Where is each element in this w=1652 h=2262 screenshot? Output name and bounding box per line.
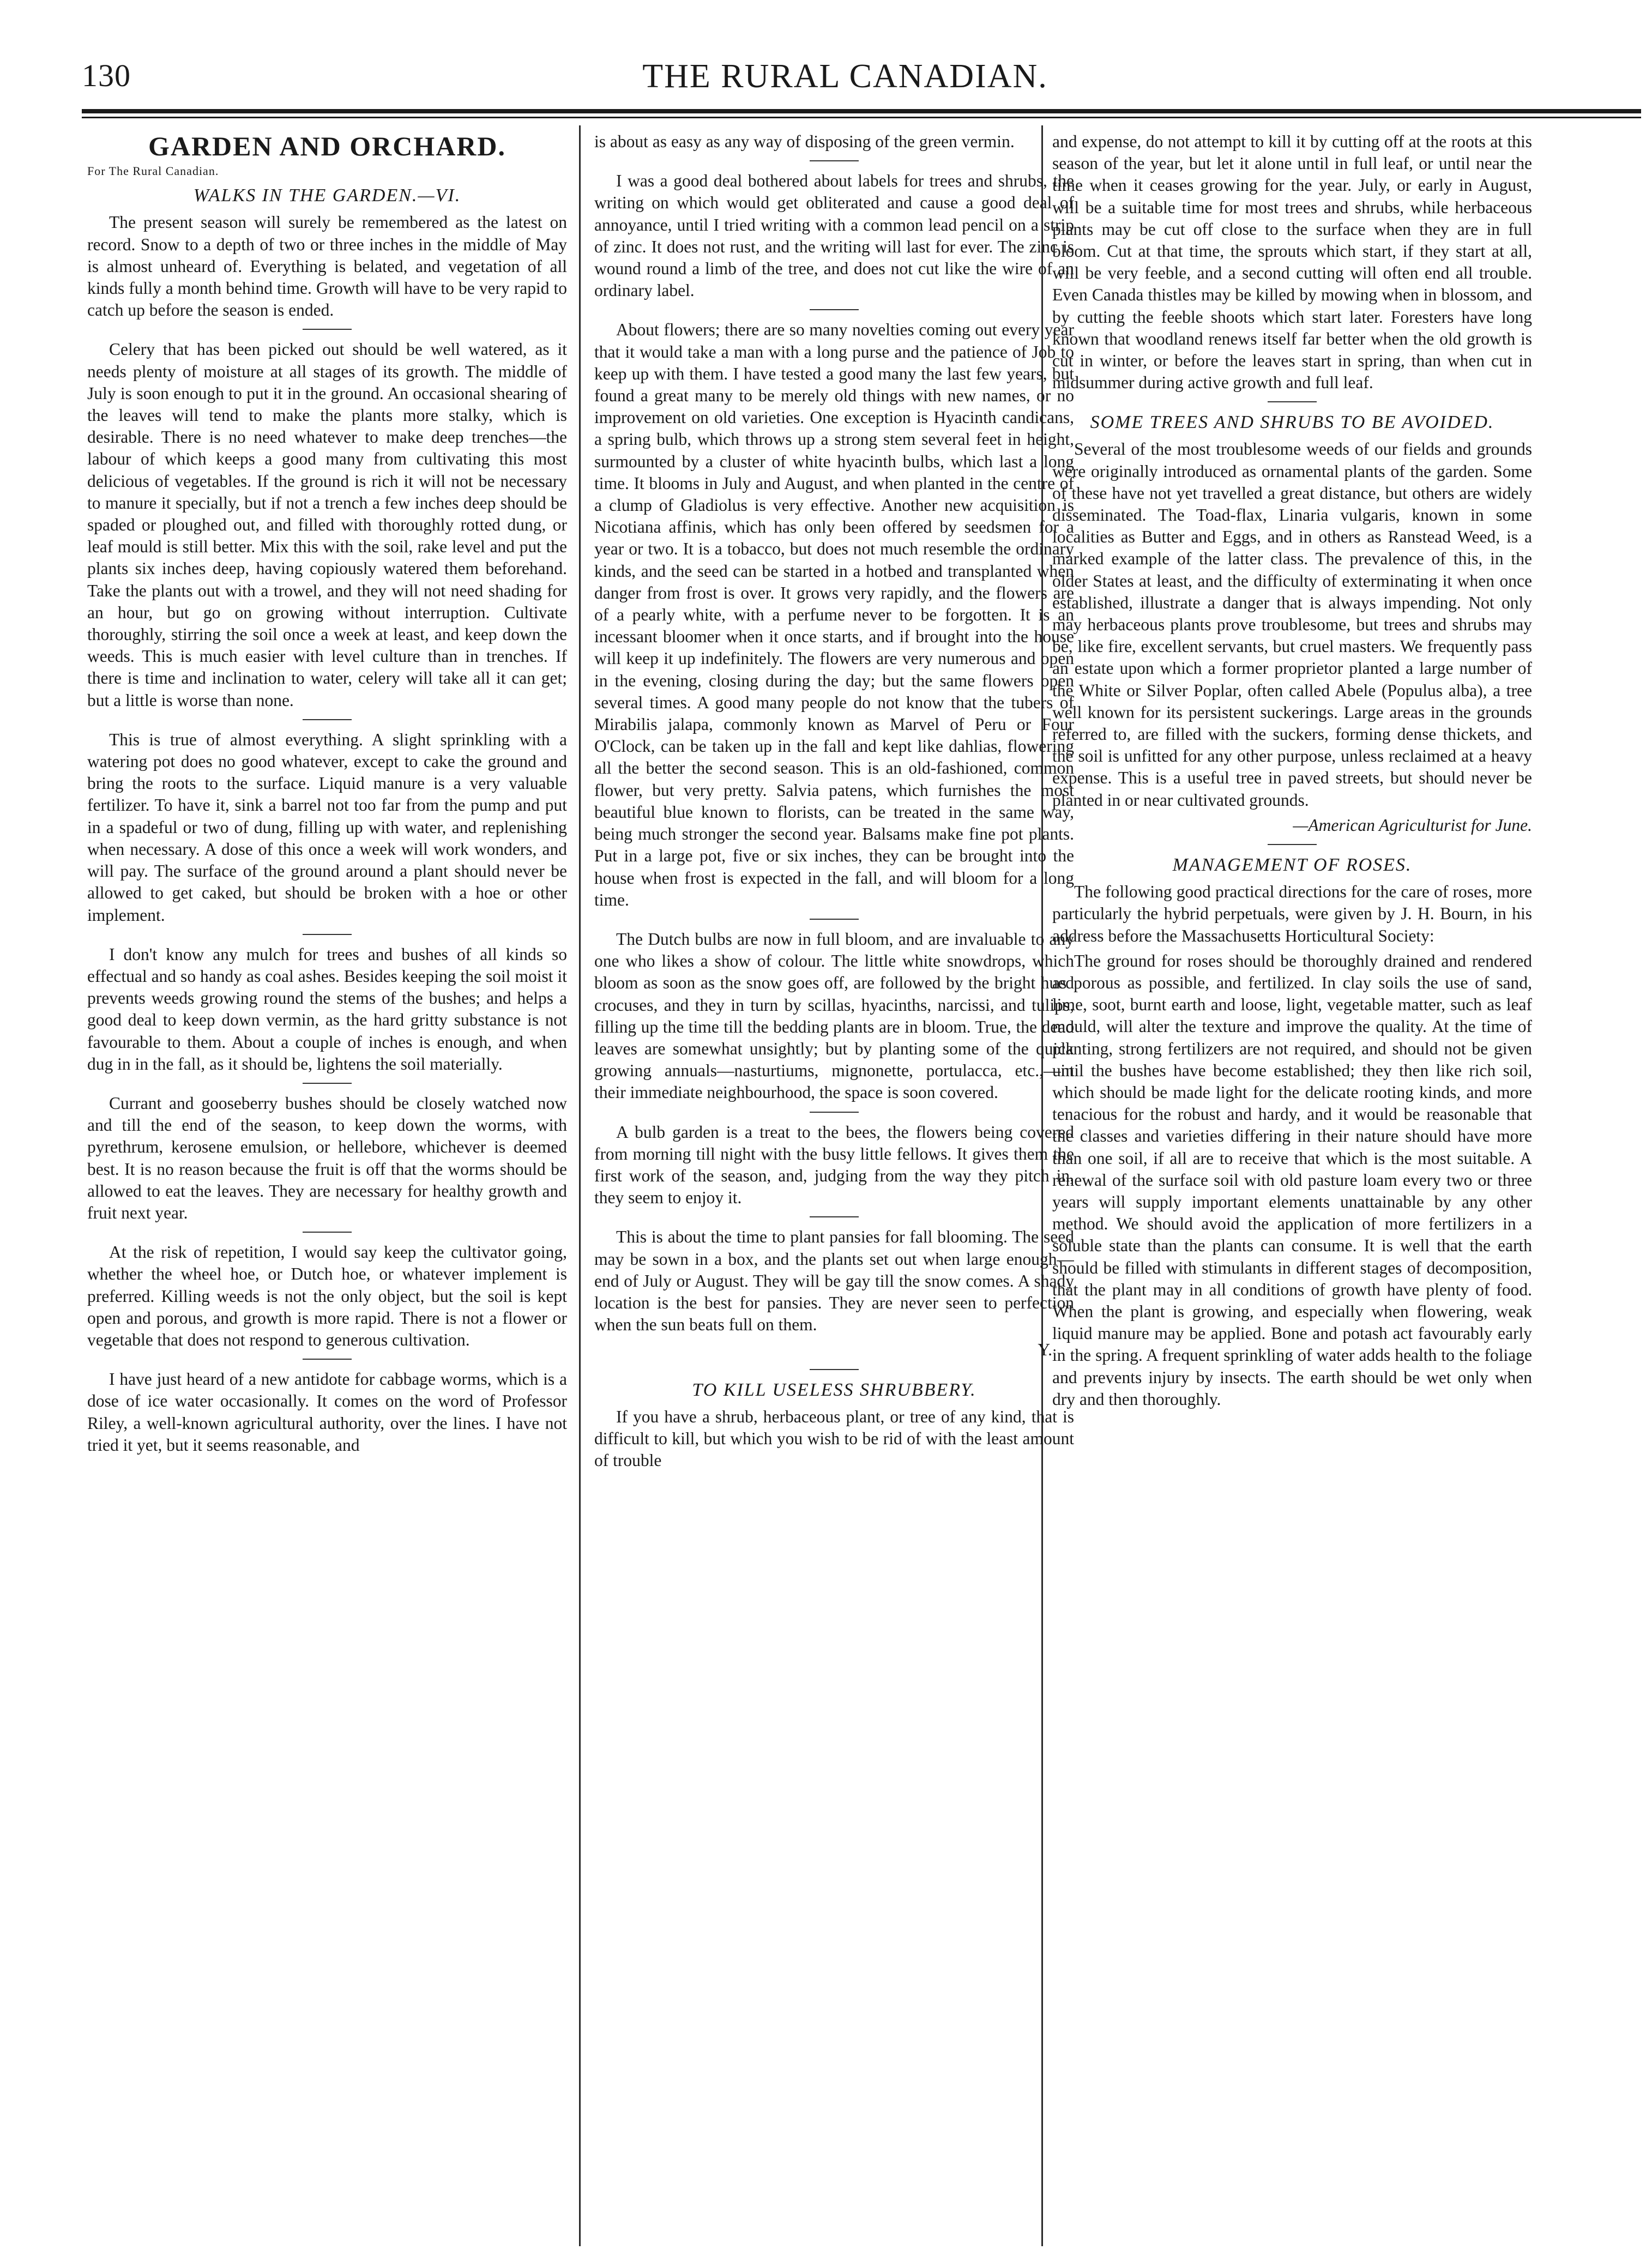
column-3 [1052,131,1532,2246]
column-divider-1 [579,125,581,2246]
article-title-walks: WALKS IN THE GARDEN.—VI. [193,185,461,206]
paragraph: The present season will surely be remembered as the latest on record. Snow to a depth of two or three inches in the middle of May is almost unheard of. Everything is belated, and vegetation of all kinds fully a month behind time. Growth will have to be very rapid to catch up before the season is ended. [87,213,567,320]
header-rule-thick [82,109,1641,113]
article-title-roses: MANAGEMENT OF ROSES. [1172,855,1412,876]
paragraph: I have just heard of a new antidote for cabbage worms, which is a dose of ice water occasionally. It comes on the word of Professor Riley, a well-known agricultural authority, over the lines. I have not tried it yet, but it seems reasonable, and [87,1370,567,1455]
article-credit: —American Agriculturist for June. [1293,815,1532,835]
signature: Y. [1038,1340,1052,1360]
page-header [82,52,1608,106]
masthead-title: THE RURAL CANADIAN. [642,58,1048,95]
paragraph: At the risk of repetition, I would say keep the cultivator going, whether the wheel hoe, or Dutch hoe, or whatever implement is preferred. Killing weeds is not the only object, but the soil is kept open and porous, and growth is more rapid. There is not a flower or vegetable that does not respond to generous cultivation. [87,1242,567,1349]
paragraph: The ground for roses should be thoroughly drained and rendered as porous as possible, and fertilized. In clay soils the use of sand, lime, soot, burnt earth and loose, light, vegetable matter, such as leaf mould, will alter the texture and improve the quality. At the time of planting, strong fertilizers are not required, and should not be given until the bushes have become established; they then like rich soil, which should be made light for the delicate rooting kinds, and more tenacious for the robust and hardy, and it would be reasonable that the classes and varieties differing in their nature should have more than one soil, if all are to receive that which is the most suitable. A renewal of the surface soil with old pasture loam every two or three years will supply important elements unattainable by any other method. We should avoid the application of more fertilizers in a soluble state than the plants can consume. It is well that the earth should be filled with stimulants in different stages of decomposition, that the plant may in all conditions of growth have plenty of food. When the plant is growing, and especially when flowering, weak liquid manure may be applied. Bone and potash act favourably early in the spring. A frequent sprinkling of water adds health to the foliage and prevents injury by insects. The earth should be wet only when dry and then thoroughly. [1052,951,1532,1409]
separator-dash [810,1216,859,1217]
separator-dash [810,309,859,310]
paragraph: This is true of almost everything. A slight sprinkling with a watering pot does no good whatever, except to cake the ground and bring the roots to the surface. Liquid manure is a very valuable fertilizer. To have it, sink a barrel not too far from the pump and put in a spadeful or two of dung, filling up with water, and replenishing when necessary. A dose of this once a week will work wonders, and will pay. The surface of the ground around a plant should never be allowed to get caked, but should be broken with a hoe or other implement. [87,729,567,925]
section-title-garden-orchard: GARDEN AND ORCHARD. [148,131,507,161]
separator-dash [810,919,859,920]
paragraph: This is about the time to plant pansies for fall blooming. The seed may be sown in a box, and the plants set out when large enough—end of July or August. They will be gay till the snow comes. A shady location is the best for pansies. They are never seen to perfection when the sun beats full on them. [594,1227,1074,1335]
paragraph: About flowers; there are so many novelties coming out every year that it would take a man with a long purse and the patience of Job to keep up with them. I have tested a good many the last few years, but found a great many to be merely old things with new names, or no improvement on old varieties. One exception is Hyacinth candicans, a spring bulb, which throws up a strong stem several feet in height, surmounted by a cluster of white hyacinth bulbs, which last a long time. It blooms in July and August, and when planted in the centre of a clump of Gladiolus is very effective. Another new acquisition is Nicotiana affinis, which has only been offered by seedsmen for a year or two. It is a tobacco, but does not much resemble the ordinary kinds, and the seed can be started in a hotbed and transplanted when danger from frost is over. It grows very rapidly, and the flowers are of a pearly white, with a perfume never to be forgotten. It is an incessant bloomer when it once starts, and if brought into the house will keep it up indefinitely. The flowers are very numerous and open in the evening, closing during the day; but the same flowers open several times. A good many people do not know that the tubers of Mirabilis jalapa, commonly known as Marvel of Peru or Four O'Clock, can be taken up in the fall and kept like dahlias, flowering all the better the second season. This is an old-fashioned, common flower, but very pretty. Salvia patens, which furnishes the most beautiful blue known to florists, can be treated in the same way, being much stronger the second year. Balsams make fine pot plants. Put in a large pot, five or six inches, they can be brought into the house when frost is expected in the fall, and will bloom for a long time. [594,320,1074,909]
paragraph: A bulb garden is a treat to the bees, the flowers being covered from morning till night with the busy little fellows. It gives them the first work of the season, and, judging from the way they pitch in, they seem to enjoy it. [594,1122,1074,1208]
separator-dash [303,329,352,330]
article-title-useless-shrubbery: TO KILL USELESS SHRUBBERY. [692,1379,976,1400]
paragraph: is about as easy as any way of disposing of the green vermin. [594,132,1015,151]
header-rule-thin [82,117,1641,118]
separator-dash [303,719,352,720]
paragraph: and expense, do not attempt to kill it by cutting off at the roots at this season of the year, but let it alone until in full leaf, or until near the time when it ceases growing for the year. July, or early in August, will be a suitable time for most trees and shrubs, while herbaceous plants may be cut off close to the surface when they are in full bloom. Cut at that time, the sprouts which start, if they start at all, will be very feeble, and a second cutting will often end all trouble. Even Canada thistles may be killed by mowing when in blossom, and by cutting the feeble shoots which start later. Foresters have long known that woodland renews itself far better when the old growth is cut in winter, or before the leaves start in spring, than when cut in midsummer during active growth and full leaf. [1052,132,1532,393]
paragraph: Celery that has been picked out should be well watered, as it needs plenty of moisture at all stages of its growth. The middle of July is soon enough to put it in the ground. An occasional shearing of the leaves will tend to make the plants more stalky, which is desirable. There is no need whatever to make deep trenches—the labour of which keeps a good many from cultivating this most delicious of vegetables. If the ground is rich it will not be necessary to manure it specially, but if not a trench a few inches deep should be spaded or ploughed out, and filled with thoroughly rotted dung, or leaf mould is still better. Mix this with the soil, rake level and put the plants six inches deep, having copiously watered them beforehand. Take the plants out with a trowel, and they will not need shading for an hour, but go on growing without interruption. Cultivate thoroughly, stirring the soil once a week at least, and keep down the weeds. This is much easier with level culture than in trenches. If there is time and inclination to water, celery will take all it can get; but a little is worse than none. [87,340,567,710]
page-number: 130 [82,58,131,93]
paragraph: The Dutch bulbs are now in full bloom, and are invaluable to any one who likes a show of colour. The little white snowdrops, which bloom as soon as the snow goes off, are followed by the bright hued crocuses, and they in turn by scillas, hyacinths, narcissi, and tulips, filling up the time till the bedding plants are in bloom. True, the dead leaves are somewhat unsightly; but by planting some of the quick growing annuals—nasturtiums, mignonette, portulacca, etc.,—in their immediate neighbourhood, the space is soon covered. [594,929,1074,1102]
separator-dash [1268,844,1317,845]
separator-dash [810,1369,859,1370]
column-1 [87,131,567,2246]
paragraph: I was a good deal bothered about labels for trees and shrubs, the writing on which would get obliterated and cause a good deal of annoyance, until I tried writing with a common lead pencil on a strip of zinc. It does not rust, and the writing will last for ever. The zinc is wound round a limb of the tree, and does not cut like the wire of an ordinary label. [594,171,1074,300]
separator-dash [303,1359,352,1360]
paragraph: I don't know any mulch for trees and bushes of all kinds so effectual and so handy as coal ashes. Besides keeping the soil moist it prevents weeds growing round the stems of the bushes; and helps a good deal to keep down vermin, as the hard gritty substance is not favourable to them. About a couple of inches is enough, and when dug in in the fall, as it should be, lightens the soil materially. [87,944,567,1073]
paragraph: If you have a shrub, herbaceous plant, or tree of any kind, that is difficult to kill, but which you wish to be rid of with the least amount of trouble [594,1407,1074,1470]
article-source: For The Rural Canadian. [87,164,219,178]
article-title-trees-avoided: SOME TREES AND SHRUBS TO BE AVOIDED. [1090,412,1494,433]
separator-dash [1268,401,1317,402]
paragraph: The following good practical directions for the care of roses, more particularly the hybrid perpetuals, were given by J. H. Bourn, in his address before the Massachusetts Horticultural Society: [1052,882,1532,945]
paragraph: Currant and gooseberry bushes should be closely watched now and till the end of the season, to keep down the worms, with pyrethrum, kerosene emulsion, or hellebore, whichever is deemed best. It is no reason because the fruit is off that the worms should be allowed to eat the leaves. They are necessary for healthy growth and fruit next year. [87,1093,567,1222]
column-2 [594,131,1074,2246]
separator-dash [303,1083,352,1084]
separator-dash [303,1232,352,1233]
separator-dash [810,160,859,161]
separator-dash [303,934,352,935]
separator-dash [810,1112,859,1113]
paragraph: Several of the most troublesome weeds of our fields and grounds were originally introduced as ornamental plants of the garden. Some of these have not yet travelled a great distance, but others are widely disseminated. The Toad-flax, Linaria vulgaris, known in some localities as Butter and Eggs, and in others as Ranstead Weed, is a marked example of the latter class. The prevalence of this, in the older States at least, and the difficulty of exterminating it when once established, illustrate a danger that is always impending. Not only may herbaceous plants prove troublesome, but trees and shrubs may be, like fire, excellent servants, but cruel masters. We frequently pass an estate upon which a former proprietor planted a large number of the White or Silver Poplar, often called Abele (Populus alba), a tree well known for its persistent suckerings. Large areas in the grounds referred to, are filled with the suckers, forming dense thickets, and the soil is unfitted for any other purpose, unless reclaimed at a heavy expense. This is a useful tree in paved streets, but should never be planted in or near cultivated grounds. [1052,439,1532,810]
